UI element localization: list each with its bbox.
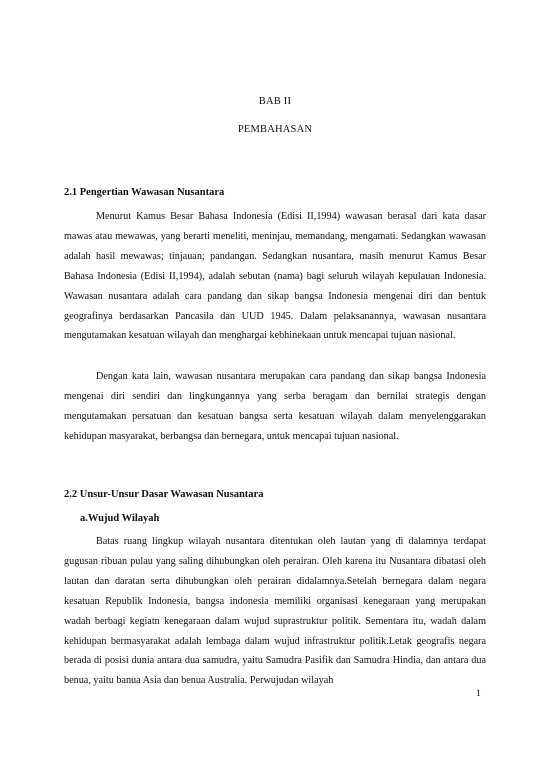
paragraph: Batas ruang lingkup wilayah nusantara ditentukan oleh lautan yang di dalamnya terdapat gugusan ribuan pulau yang saling dihubungkan oleh perairan. Oleh karena itu Nusantara dibatasi oleh lautan dan daratan serta dihubungkan oleh perairan didalamnya.Setelah bernegara dalam negara kesatuan Republik Indonesia, bangsa indonesia memiliki organisasi kenegaraan yang merupakan wadah berbagi kegiatn kenegaraan dalam wujud suprastruktur politik. Sementara itu, wadah dalam kehidupan bermasyarakat adalah lembaga dalam wujud infrastruktur politik.Letak geografis negara berada di posisi dunia antara dua samudra, yaitu Samudra Pasifik dan Samudra Hindia, dan antara dua benua, yaitu banua Asia dan benua Australia. Perwujudan wilayah [64, 536, 486, 687]
subsection-title: a.Wujud Wilayah [80, 513, 160, 524]
chapter-label: BAB II [258, 96, 292, 107]
paragraph: Menurut Kamus Besar Bahasa Indonesia (Edisi II,1994) wawasan berasal dari kata dasar mawas atau mewawas, yang berarti meneliti, meninjau, memandang, mengamati. Sedangkan wawasan adalah hasil mewawas; tinjauan; pandangan. Sedangkan nusantara, masih menurut Kamus Besar Bahasa Indonesia (Edisi II,1994), adalah sebutan (nama) bagi seluruh wilayah kepulauan Indonesia. Wawasan nusantara adalah cara pandang dan sikap bangsa Indonesia mengenai diri dan bentuk geografinya berdasarkan Pancasila dan UUD 1945. Dalam pelaksanannya, wawasan nusantara mengutamakan kesatuan wilayah dan menghargai kebhinekaan untuk mencapai tujuan nasional. [64, 211, 486, 342]
section-title: 2.2 Unsur-Unsur Dasar Wawasan Nusantara [64, 489, 264, 500]
section-title: 2.1 Pengertian Wawasan Nusantara [64, 187, 225, 198]
page-number: 1 [476, 689, 481, 699]
paragraph: Dengan kata lain, wawasan nusantara merupakan cara pandang dan sikap bangsa Indonesia mengenai diri sendiri dan lingkungannya yang serba beragam dan bernilai strategis dengan mengutamakan persatuan dan kesatuan bangsa serta kesatuan wilayah dalam menyelenggarakan kehidupan masyarakat, berbangsa dan bernegara, untuk mencapai tujuan nasional. [64, 371, 486, 442]
chapter-title: PEMBAHASAN [237, 124, 313, 135]
